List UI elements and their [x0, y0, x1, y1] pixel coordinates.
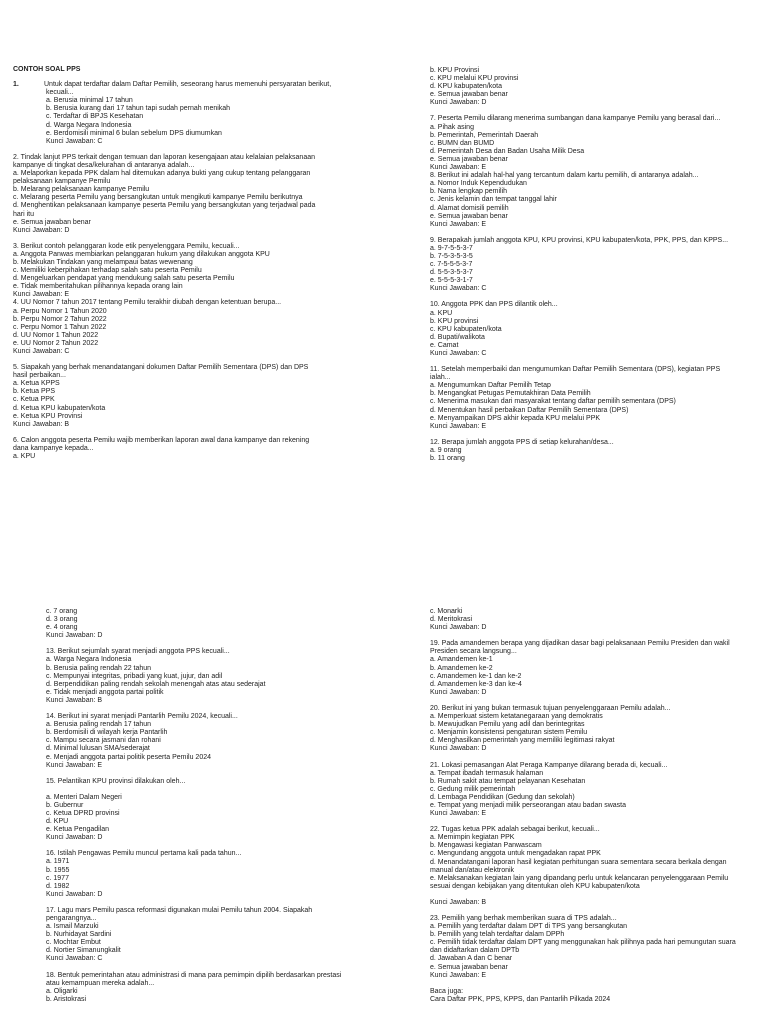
spacer: [430, 107, 765, 115]
spacer: [430, 891, 765, 899]
answer-key-line: Kunci Jawaban: D: [46, 834, 103, 842]
text-line: pelaksanaan kampanye Pemilu: [13, 178, 111, 186]
text-line: b. Pemerintah, Pemerintah Daerah: [430, 131, 539, 139]
text-line: a. Berusia minimal 17 tahun: [46, 97, 133, 105]
text-line: a. Pemilih yang terdaftar dalam DPT di TPS yang bersangkutan: [430, 923, 628, 931]
text-line: 11. Setelah memperbaiki dan mengumumkan Daftar Pemilih Sementara (DPS), kegiatan PPS: [430, 366, 721, 374]
question-1: [13, 81, 373, 89]
text-line: a. Memimpin kegiatan PPK: [430, 834, 515, 842]
text-line: e. Semua jawaban benar: [13, 218, 91, 226]
text-line: b. 11 orang: [430, 455, 465, 463]
text-line: a. Amandemen ke-1: [430, 656, 493, 664]
text-line: c. Pemilih tidak terdaftar dalam DPT yang menggunakan hak pilihnya pada hari pemungutan suara: [430, 939, 736, 947]
spacer: [430, 431, 765, 439]
spacer: [46, 770, 376, 778]
text-line: b. KPU Provinsi: [430, 67, 480, 74]
text-line: 18. Bentuk pemerintahan atau administrasi di mana para pemimpin dipilih berdasarkan prestasi: [46, 971, 342, 979]
answer-key-line: Kunci Jawaban: E: [430, 422, 487, 430]
text-line: e. Ketua KPU Provinsi: [13, 412, 83, 420]
answer-key-line: Kunci Jawaban: E: [430, 220, 487, 228]
text-line: e. Camat: [430, 341, 459, 349]
spacer: [430, 632, 765, 640]
text-line: b. Amandemen ke-2: [430, 664, 493, 672]
text-line: b. Ketua PPS: [13, 388, 56, 396]
answer-key-line: Kunci Jawaban: C: [13, 348, 70, 355]
spacer: [13, 146, 373, 154]
text-line: c. KPU melalui KPU provinsi: [430, 75, 519, 83]
text-line: d. Warga Negara Indonesia: [46, 121, 132, 129]
text-line: d. Menghentikan pelaksanaan kampanye peserta Pemilu yang bersangkutan yang terjadwal pada: [13, 202, 316, 210]
spacer: [430, 907, 765, 915]
answer-key-line: Kunci Jawaban: E: [13, 291, 70, 299]
text-line: b. Perpu Nomor 2 Tahun 2022: [13, 315, 107, 323]
text-line: a. Warga Negara Indonesia: [46, 656, 132, 664]
text-line: b. Melakukan Tindakan yang melampaui batas wewenang: [13, 258, 193, 266]
page-title: CONTOH SOAL PPS: [13, 66, 81, 73]
text-line: b. Rumah sakit atau tempat pelayanan Kesehatan: [430, 777, 586, 785]
text-line: d. Amandemen ke-3 dan ke-4: [430, 680, 522, 688]
text-line: a. Oligarki: [46, 987, 78, 995]
text-line: d. 3 orang: [46, 616, 78, 624]
text-line: b. Pemilih yang telah terdaftar dalam DPPh: [430, 931, 565, 939]
text-line: c. KPU kabupaten/kota: [430, 325, 502, 333]
text-line: 8. Berikut ini adalah hal-hal yang tercantum dalam kartu pemilih, di antaranya adalah...: [430, 172, 699, 180]
text-line: a. Memperkuat sistem ketatanegaraan yang demokratis: [430, 713, 603, 721]
answer-key-line: Kunci Jawaban: B: [13, 420, 70, 428]
text-line: c. Gedung milik pemerintah: [430, 785, 516, 793]
text-line: b. 7-5-3-5-3-5: [430, 252, 473, 260]
text-line: c. Mengundang anggota untuk mengadakan rapat PPK: [430, 850, 601, 858]
text-line: e. Semua jawaban benar: [430, 963, 508, 971]
text-line: c. 1977: [46, 874, 69, 882]
answer-key-line: Kunci Jawaban: B: [430, 898, 487, 906]
text-line: e. Melaksanakan kegiatan lain yang dipandang perlu untuk kelancaran penyelenggaraan Pemilu: [430, 874, 729, 882]
text-line: 3. Berikut contoh pelanggaran kode etik penyelenggara Pemilu, kecuali...: [13, 242, 240, 250]
text-line: 9. Berapakah jumlah anggota KPU, KPU provinsi, KPU kabupaten/kota, PPK, PPS, dan KPPS...: [430, 236, 729, 244]
text-line: d. 1982: [46, 882, 70, 890]
answer-key-line: Kunci Jawaban: C: [46, 137, 103, 145]
left-column: [13, 66, 373, 461]
text-line: e. Tidak menjadi anggota partai politik: [46, 688, 164, 696]
answer-key-line: Kunci Jawaban: C: [46, 955, 103, 963]
spacer: [430, 818, 765, 826]
text-line: 12. Berapa jumlah anggota PPS di setiap kelurahan/desa...: [430, 438, 614, 446]
right-column: [430, 608, 765, 1004]
spacer: [13, 356, 373, 364]
text-line: b. Melarang pelaksanaan kampanye Pemilu: [13, 186, 150, 194]
text-line: atau kemampuan mereka adalah...: [46, 979, 155, 987]
text-line: e. Tidak memberitahukan pilihannya kepada orang lain: [13, 283, 183, 291]
spacer: [46, 705, 376, 713]
text-line: e. UU Nomor 2 Tahun 2022: [13, 339, 99, 347]
text-line: d. 5-5-3-5-3-7: [430, 269, 473, 277]
text-line: d. Berpendidikan paling rendah sekolah menengah atas atau sederajat: [46, 680, 266, 688]
question-text: Untuk dapat terdaftar dalam Daftar Pemilih, seseorang harus memenuhi persyaratan berikut,: [44, 81, 332, 89]
text-line: b. Mewujudkan Pemilu yang adil dan berintegritas: [430, 721, 585, 729]
text-line: a. Tempat ibadah termasuk halaman: [430, 769, 544, 777]
text-line: b. Gubernur: [46, 801, 84, 809]
text-line: hari itu: [13, 210, 35, 218]
text-line: a. KPU: [430, 309, 453, 317]
answer-key-line: Kunci Jawaban: E: [430, 164, 487, 172]
text-line: Cara Daftar PPK, PPS, KPPS, dan Pantarlih Pilkada 2024: [430, 995, 611, 1003]
text-line: ialah...: [430, 374, 451, 382]
spacer: [46, 786, 376, 794]
text-line: e. Menyampaikan DPS akhir kepada KPU melalui PPK: [430, 414, 601, 422]
text-line: d. Menandatangani laporan hasil kegiatan perhitungan suara sementara secara berkala dengan: [430, 858, 727, 866]
text-line: hasil perbaikan...: [13, 372, 66, 380]
text-line: manual dan/atau elektronik: [430, 866, 515, 874]
text-line: e. Semua jawaban benar: [430, 155, 508, 163]
document-page-2: [0, 512, 768, 1024]
text-line: d. UU Nomor 1 Tahun 2022: [13, 331, 99, 339]
text-line: a. KPU: [13, 453, 36, 461]
answer-key-line: Kunci Jawaban: D: [430, 688, 487, 696]
text-line: d. Ketua KPU kabupaten/kota: [13, 404, 106, 412]
text-line: sesuai dengan kebijakan yang ditentukan oleh KPU kabupaten/kota: [430, 882, 640, 890]
text-line: c. Menjamin konsistensi pengaturan sistem Pemilu: [430, 729, 588, 737]
text-line: 13. Berikut sejumlah syarat menjadi anggota PPS kecuali...: [46, 648, 230, 656]
text-line: c. Mochtar Embut: [46, 939, 101, 947]
text-line: c. Ketua DPRD provinsi: [46, 809, 120, 817]
text-line: c. Melarang peserta Pemilu yang bersangkutan untuk mengikuti kampanye Pemilu berikutnya: [13, 194, 303, 202]
text-line: 22. Tugas ketua PPK adalah sebagai berikut, kecuali...: [430, 826, 600, 834]
spacer: [13, 235, 373, 243]
text-line: e. Semua jawaban benar: [430, 212, 508, 220]
text-line: a. Perpu Nomor 1 Tahun 2020: [13, 307, 107, 315]
text-line: d. Jawaban A dan C benar: [430, 955, 513, 963]
text-line: 7. Peserta Pemilu dilarang menerima sumbangan dana kampanye Pemilu yang berasal dari...: [430, 115, 721, 123]
text-line: a. Ismail Marzuki: [46, 923, 99, 931]
text-line: a. Berusia paling rendah 17 tahun: [46, 721, 152, 729]
text-line: kecuali...: [46, 89, 74, 97]
left-column: [46, 608, 376, 1004]
spacer: [13, 429, 373, 437]
text-line: e. Ketua Pengadilan: [46, 826, 110, 834]
text-line: c. 7 orang: [46, 608, 78, 615]
text-line: a. 9-7-5-5-3-7: [430, 244, 473, 252]
text-line: a. Menteri Dalam Negeri: [46, 793, 122, 801]
text-line: d. Pemerintah Desa dan Badan Usaha Milik Desa: [430, 147, 585, 155]
text-line: kampanye di tingkat desa/kelurahan di antaranya adalah...: [13, 161, 195, 169]
answer-key-line: Kunci Jawaban: C: [430, 350, 487, 357]
text-line: c. Perpu Nomor 1 Tahun 2022: [13, 323, 107, 331]
text-line: d. Minimal lulusan SMA/sederajat: [46, 745, 150, 753]
spacer: [46, 640, 376, 648]
answer-key-line: Kunci Jawaban: D: [46, 890, 103, 898]
text-line: Baca juga:: [430, 987, 464, 995]
text-line: pengarangnya...: [46, 915, 97, 922]
text-line: 10. Anggota PPK dan PPS dilantik oleh...: [430, 301, 558, 309]
spacer: [430, 980, 765, 988]
text-line: c. Memiliki keberpihakan terhadap salah satu peserta Pemilu: [13, 267, 202, 275]
answer-key-line: Kunci Jawaban: E: [430, 810, 487, 818]
text-line: d. KPU kabupaten/kota: [430, 83, 502, 91]
text-line: c. Monarki: [430, 608, 463, 615]
text-line: e. 5-5-5-3-1-7: [430, 277, 473, 285]
answer-key-line: Kunci Jawaban: D: [13, 226, 70, 234]
text-line: c. Ketua PPK: [13, 396, 55, 404]
text-line: 16. Istilah Pengawas Pemilu muncul pertama kali pada tahun...: [46, 850, 242, 858]
text-line: d. Menentukan hasil perbaikan Daftar Pemilih Sementara (DPS): [430, 406, 629, 414]
question-list: [46, 608, 376, 1004]
text-line: b. Mengangkat Petugas Pemutakhiran Data Pemilih: [430, 390, 591, 398]
text-line: c. BUMN dan BUMD: [430, 139, 495, 147]
text-line: c. Mampu secara jasmani dan rohani: [46, 737, 161, 745]
text-line: 19. Pada amandemen berapa yang dijadikan dasar bagi pelaksanaan Pemilu Presiden dan wakil: [430, 640, 730, 648]
spacer: [430, 293, 765, 301]
text-line: e. Tempat yang menjadi milik perseorangan atau badan swasta: [430, 801, 626, 809]
text-line: b. Berusia kurang dari 17 tahun tapi sudah pernah menikah: [46, 105, 231, 113]
text-line: b. Nurhidayat Sardini: [46, 931, 112, 939]
text-line: d. Alamat domisili pemilih: [430, 204, 509, 212]
text-line: d. Menghasilkan pemerintah yang memiliki legitimasi rakyat: [430, 737, 615, 745]
question-list: [430, 67, 765, 463]
text-line: c. Menerima masukan dari masyarakat tentang daftar pemilih sementara (DPS): [430, 398, 676, 406]
text-line: e. Menjadi anggota partai politik peserta Pemilu 2024: [46, 753, 211, 761]
text-line: b. 1955: [46, 866, 70, 874]
text-line: 17. Lagu mars Pemilu pasca reformasi digunakan mulai Pemilu tahun 2004. Siapakah: [46, 906, 313, 914]
text-line: d. KPU: [46, 818, 69, 826]
spacer: [430, 754, 765, 762]
text-line: d. Meritokrasi: [430, 616, 473, 624]
text-line: 14. Berikut ini syarat menjadi Pantarlih Pemilu 2024, kecuali...: [46, 713, 238, 721]
text-line: 6. Calon anggota peserta Pemilu wajib memberikan laporan awal dana kampanye dan rekening: [13, 436, 310, 444]
answer-key-line: Kunci Jawaban: E: [46, 761, 103, 769]
spacer: [430, 697, 765, 705]
text-line: 15. Pelantikan KPU provinsi dilakukan oleh...: [46, 777, 186, 785]
text-line: c. 7-5-5-5-3-7: [430, 261, 473, 269]
answer-key-line: Kunci Jawaban: D: [430, 99, 487, 107]
question-list: [430, 608, 765, 1004]
text-line: 4. UU Nomor 7 tahun 2017 tentang Pemilu terakhir diubah dengan ketentuan berupa...: [13, 299, 282, 307]
spacer: [46, 842, 376, 850]
text-line: 23. Pemilih yang berhak memberikan suara di TPS adalah...: [430, 915, 617, 922]
text-line: e. Berdomisili minimal 6 bulan sebelum DPS diumumkan: [46, 129, 222, 137]
text-line: b. Berdomisili di wilayah kerja Pantarlih: [46, 729, 168, 737]
text-line: 5. Siapakah yang berhak menandatangani dokumen Daftar Pemilih Sementara (DPS) dan DPS: [13, 364, 309, 372]
text-line: e. 4 orang: [46, 624, 78, 632]
text-line: d. Mengeluarkan pendapat yang mendukung salah satu peserta Pemilu: [13, 275, 235, 283]
answer-key-line: Kunci Jawaban: B: [46, 696, 103, 704]
text-line: b. Nama lengkap pemilih: [430, 188, 508, 196]
spacer: [430, 358, 765, 366]
spacer: [46, 964, 376, 972]
text-line: a. 9 orang: [430, 446, 462, 454]
text-line: c. Jenis kelamin dan tempat tanggal lahir: [430, 196, 557, 204]
text-line: c. Terdaftar di BPJS Kesehatan: [46, 113, 144, 121]
spacer: [46, 899, 376, 907]
text-line: b. Berusia paling rendah 22 tahun: [46, 664, 152, 672]
text-line: d. Bupati/walikota: [430, 333, 485, 341]
text-line: a. 1971: [46, 858, 70, 866]
text-line: a. Ketua KPPS: [13, 380, 60, 388]
text-line: 21. Lokasi pemasangan Alat Peraga Kampanye dilarang berada di, kecuali...: [430, 761, 668, 769]
answer-key-line: Kunci Jawaban: C: [430, 285, 487, 293]
text-line: dana kampanye kepada...: [13, 444, 94, 452]
text-line: dan didaftarkan dalam DPTb: [430, 947, 520, 955]
question-list: [13, 81, 373, 461]
text-line: 20. Berikut ini yang bukan termasuk tujuan penyelenggaraan Pemilu adalah...: [430, 704, 671, 712]
question-number: 1.: [13, 81, 19, 89]
text-line: a. Pihak asing: [430, 123, 474, 131]
text-line: d. Nortier Simanungkalit: [46, 947, 121, 955]
text-line: b. Aristokrasi: [46, 995, 87, 1003]
text-line: e. Semua jawaban benar: [430, 91, 508, 99]
answer-key-line: Kunci Jawaban: E: [430, 971, 487, 979]
text-line: a. Anggota Panwas membiarkan pelanggaran hukum yang dilakukan anggota KPU: [13, 250, 270, 258]
text-line: a. Melaporkan kepada PPK dalam hal ditemukan adanya bukti yang cukup tentang pelanggaran: [13, 170, 311, 178]
answer-key-line: Kunci Jawaban: D: [46, 632, 103, 640]
text-line: 2. Tindak lanjut PPS terkait dengan temuan dan laporan kesengajaan atau kelalaian pelaksanaan: [13, 153, 315, 161]
text-line: Presiden secara langsung...: [430, 648, 517, 656]
answer-key-line: Kunci Jawaban: D: [430, 624, 487, 632]
text-line: c. Amandemen ke-1 dan ke-2: [430, 672, 522, 680]
text-line: d. Lembaga Pendidikan (Gedung dan sekolah): [430, 793, 575, 801]
spacer: [430, 229, 765, 237]
answer-key-line: Kunci Jawaban: D: [430, 745, 487, 753]
text-line: a. Nomor Induk Kependudukan: [430, 180, 527, 188]
text-line: b. Mengawasi kegiatan Panwascam: [430, 842, 542, 850]
right-column: [430, 67, 765, 463]
text-line: b. KPU provinsi: [430, 317, 479, 325]
text-line: c. Mempunyai integritas, pribadi yang kuat, jujur, dan adil: [46, 672, 223, 680]
text-line: a. Mengumumkan Daftar Pemilih Tetap: [430, 382, 551, 390]
